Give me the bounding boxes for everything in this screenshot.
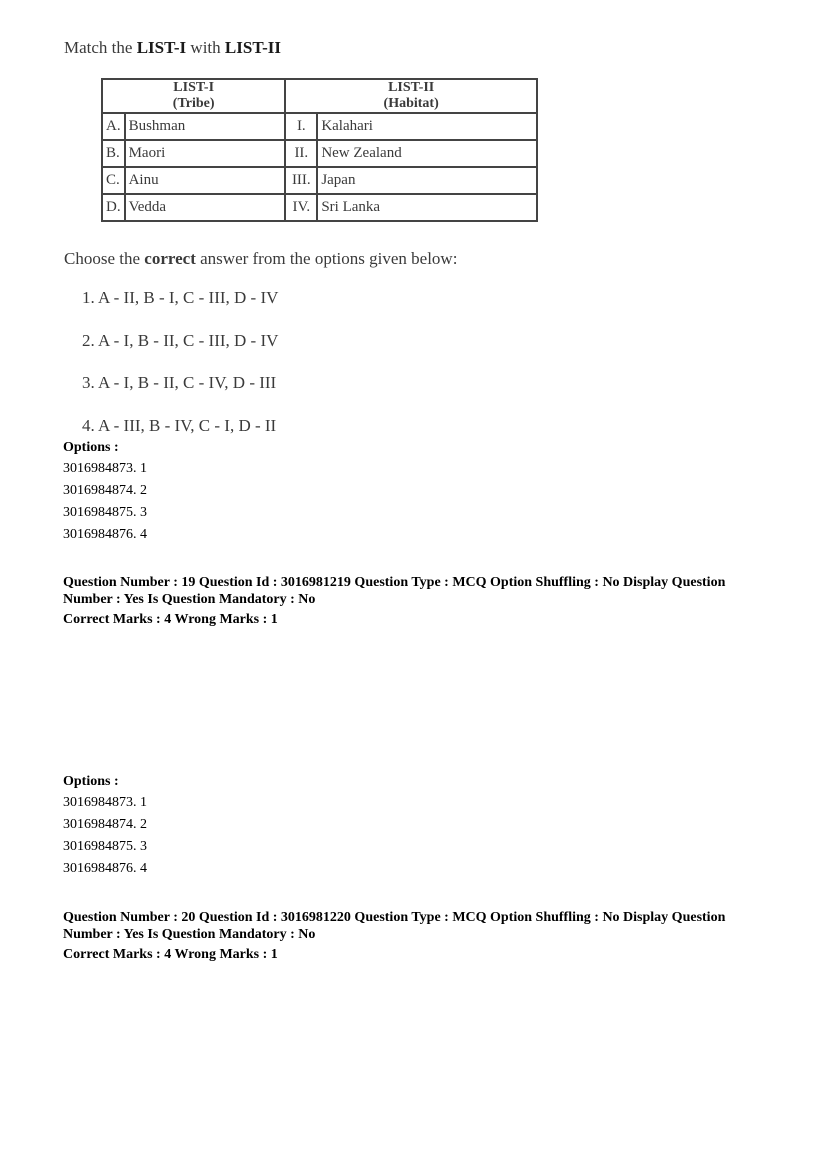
- table-header-row: [102, 79, 537, 113]
- row-key: A.: [102, 113, 125, 140]
- table-row: [102, 113, 537, 140]
- intro-list2: LIST-II: [224, 38, 281, 57]
- choose-suffix: answer from the options given below:: [195, 249, 458, 268]
- list2-header-sub: (Habitat): [383, 96, 439, 111]
- option-item: 3016984874. 2: [63, 817, 147, 832]
- list2-header: [285, 79, 537, 113]
- options-label-text: Options :: [63, 440, 119, 455]
- options-label-text: Options :: [63, 774, 119, 789]
- choose-prefix: Choose the: [64, 249, 145, 268]
- answer-choice-4: 4. A - III, B - IV, C - I, D - II: [82, 416, 277, 435]
- intro-list1: LIST-I: [136, 38, 187, 57]
- choose-instruction: [64, 249, 457, 269]
- question-20-marks: Correct Marks : 4 Wrong Marks : 1: [63, 947, 278, 962]
- table-row: [102, 194, 537, 221]
- habitat-cell: Kalahari: [317, 113, 537, 140]
- list1-header-title: LIST-I: [173, 80, 215, 95]
- answer-choice-2: 2. A - I, B - II, C - III, D - IV: [82, 331, 279, 350]
- option-item: 3016984875. 3: [63, 839, 147, 854]
- option-item: 3016984874. 2: [63, 483, 147, 498]
- intro-text: Match the: [64, 38, 137, 57]
- table-row: [102, 167, 537, 194]
- option-item: 3016984873. 1: [63, 795, 147, 810]
- question-intro: [64, 38, 281, 58]
- tribe-cell: Bushman: [125, 113, 286, 140]
- list2-header-title: LIST-II: [388, 80, 435, 95]
- question-19-marks: Correct Marks : 4 Wrong Marks : 1: [63, 612, 278, 627]
- choose-bold: correct: [144, 249, 196, 268]
- list1-header: [102, 79, 285, 113]
- habitat-cell: Sri Lanka: [317, 194, 537, 221]
- option-item: 3016984876. 4: [63, 527, 147, 542]
- meta-line: Question Number : 20 Question Id : 3016981220 Question Type : MCQ Option Shuffling : No Display Question: [63, 910, 726, 925]
- habitat-cell: New Zealand: [317, 140, 537, 167]
- meta-line: Number : Yes Is Question Mandatory : No: [63, 592, 316, 607]
- tribe-cell: Vedda: [125, 194, 286, 221]
- row-rkey: IV.: [285, 194, 317, 221]
- options-label: [63, 440, 119, 456]
- row-rkey: II.: [285, 140, 317, 167]
- answer-choice-3: 3. A - I, B - II, C - IV, D - III: [82, 373, 277, 392]
- tribe-cell: Ainu: [125, 167, 286, 194]
- row-rkey: III.: [285, 167, 317, 194]
- habitat-cell: Japan: [317, 167, 537, 194]
- question-19-meta: [63, 574, 783, 608]
- options-label: [63, 774, 119, 790]
- meta-line: Number : Yes Is Question Mandatory : No: [63, 927, 316, 942]
- match-table: [101, 78, 538, 222]
- option-item: 3016984876. 4: [63, 861, 147, 876]
- meta-line: Question Number : 19 Question Id : 3016981219 Question Type : MCQ Option Shuffling : No Display Question: [63, 575, 726, 590]
- tribe-cell: Maori: [125, 140, 286, 167]
- row-rkey: I.: [285, 113, 317, 140]
- row-key: D.: [102, 194, 125, 221]
- option-item: 3016984875. 3: [63, 505, 147, 520]
- answer-choice-1: 1. A - II, B - I, C - III, D - IV: [82, 288, 279, 307]
- option-item: 3016984873. 1: [63, 461, 147, 476]
- row-key: C.: [102, 167, 125, 194]
- list1-header-sub: (Tribe): [172, 96, 215, 111]
- intro-mid: with: [186, 38, 225, 57]
- table-row: [102, 140, 537, 167]
- row-key: B.: [102, 140, 125, 167]
- question-20-meta: [63, 909, 783, 943]
